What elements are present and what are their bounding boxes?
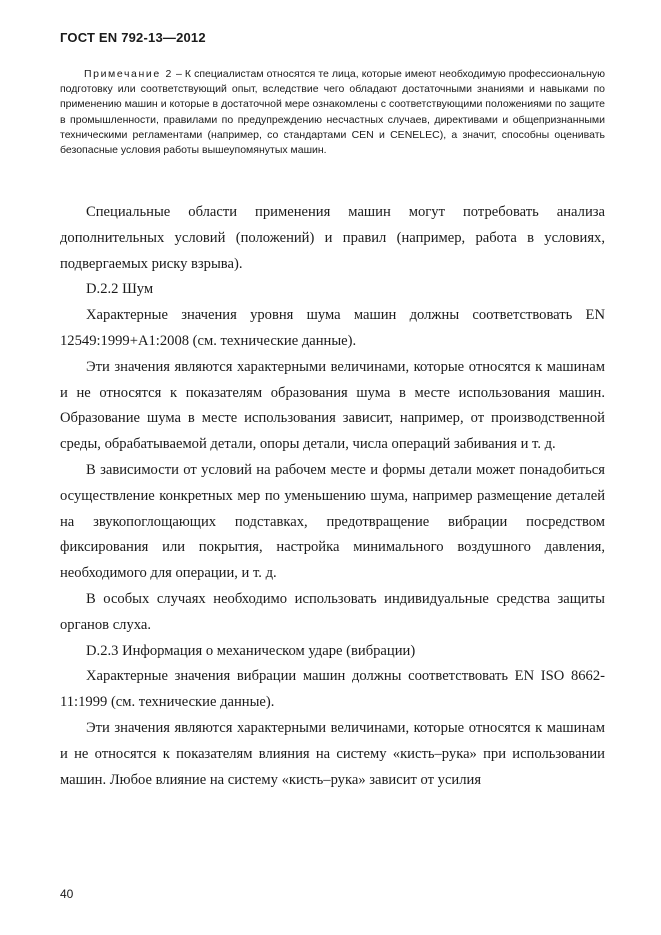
paragraph-noise-values: Характерные значения уровня шума машин должны соответствовать EN 12549:1999+A1:2008 (см. технические данные). — [60, 307, 605, 349]
main-text — [60, 200, 605, 793]
note-paragraph — [60, 67, 605, 158]
section-heading-vibration: D.2.3 Информация о механическом ударе (вибрации) — [86, 642, 416, 659]
paragraph-noise-characteristic: Эти значения являются характерными величинами, которые относятся к машинам и не относятся к показателям образования шума в месте использования машин. Образование шума в месте использования зависит, например, от производственной среды, обрабатываемой детали, опоры детали, числа операций забивания и т. д. — [60, 358, 605, 453]
note-block — [60, 67, 605, 158]
paragraph-vibration-characteristic: Эти значения являются характерными величинами, которые относятся к машинам и не относятся к показателям влияния на систему «кисть–рука» при использовании машин. Любое влияние на систему «кисть–рука» зависит от усилия — [60, 719, 605, 788]
note-label: Примечание 2 — [84, 68, 173, 80]
section-heading-noise: D.2.2 Шум — [86, 281, 154, 298]
page-number: 40 — [60, 887, 74, 901]
paragraph-vibration-values: Характерные значения вибрации машин должны соответствовать EN ISO 8662-11:1999 (см. технические данные). — [60, 668, 605, 711]
paragraph-hearing-protection: В особых случаях необходимо использовать индивидуальные средства защиты органов слуха. — [60, 590, 605, 633]
paragraph-noise-measures: В зависимости от условий на рабочем месте и формы детали может понадобиться осуществление конкретных мер по уменьшению шума, например размещение деталей на звукопоглощающих подставках, предотвращение вибрации посредством фиксирования или покрытия, настройка минимального воздушного давления, необходимого для операции, и т. д. — [60, 461, 605, 582]
paragraph-special-areas: Специальные области применения машин могут потребовать анализа дополнительных условий (положений) и правил (например, работа в условиях, подвергаемых риску взрыва). — [60, 204, 605, 272]
document-header: ГОСТ EN 792-13—2012 — [60, 30, 206, 45]
note-text: – К специалистам относятся те лица, которые имеют необходимую профессиональную подготовку или соответствующий опыт, вследствие чего обладают достаточными знаниями и навыками по применению машин и которые в достаточной мере ознакомлены с соответствующими положениями по защите в промышленности, правилами по предупреждению несчастных случаев, директивами и общепризнанными техническими регламентами (например, со стандартами CEN и CENELEC), а значит, способны оценивать безопасные условия работы вышеупомянутых машин. — [60, 68, 605, 157]
